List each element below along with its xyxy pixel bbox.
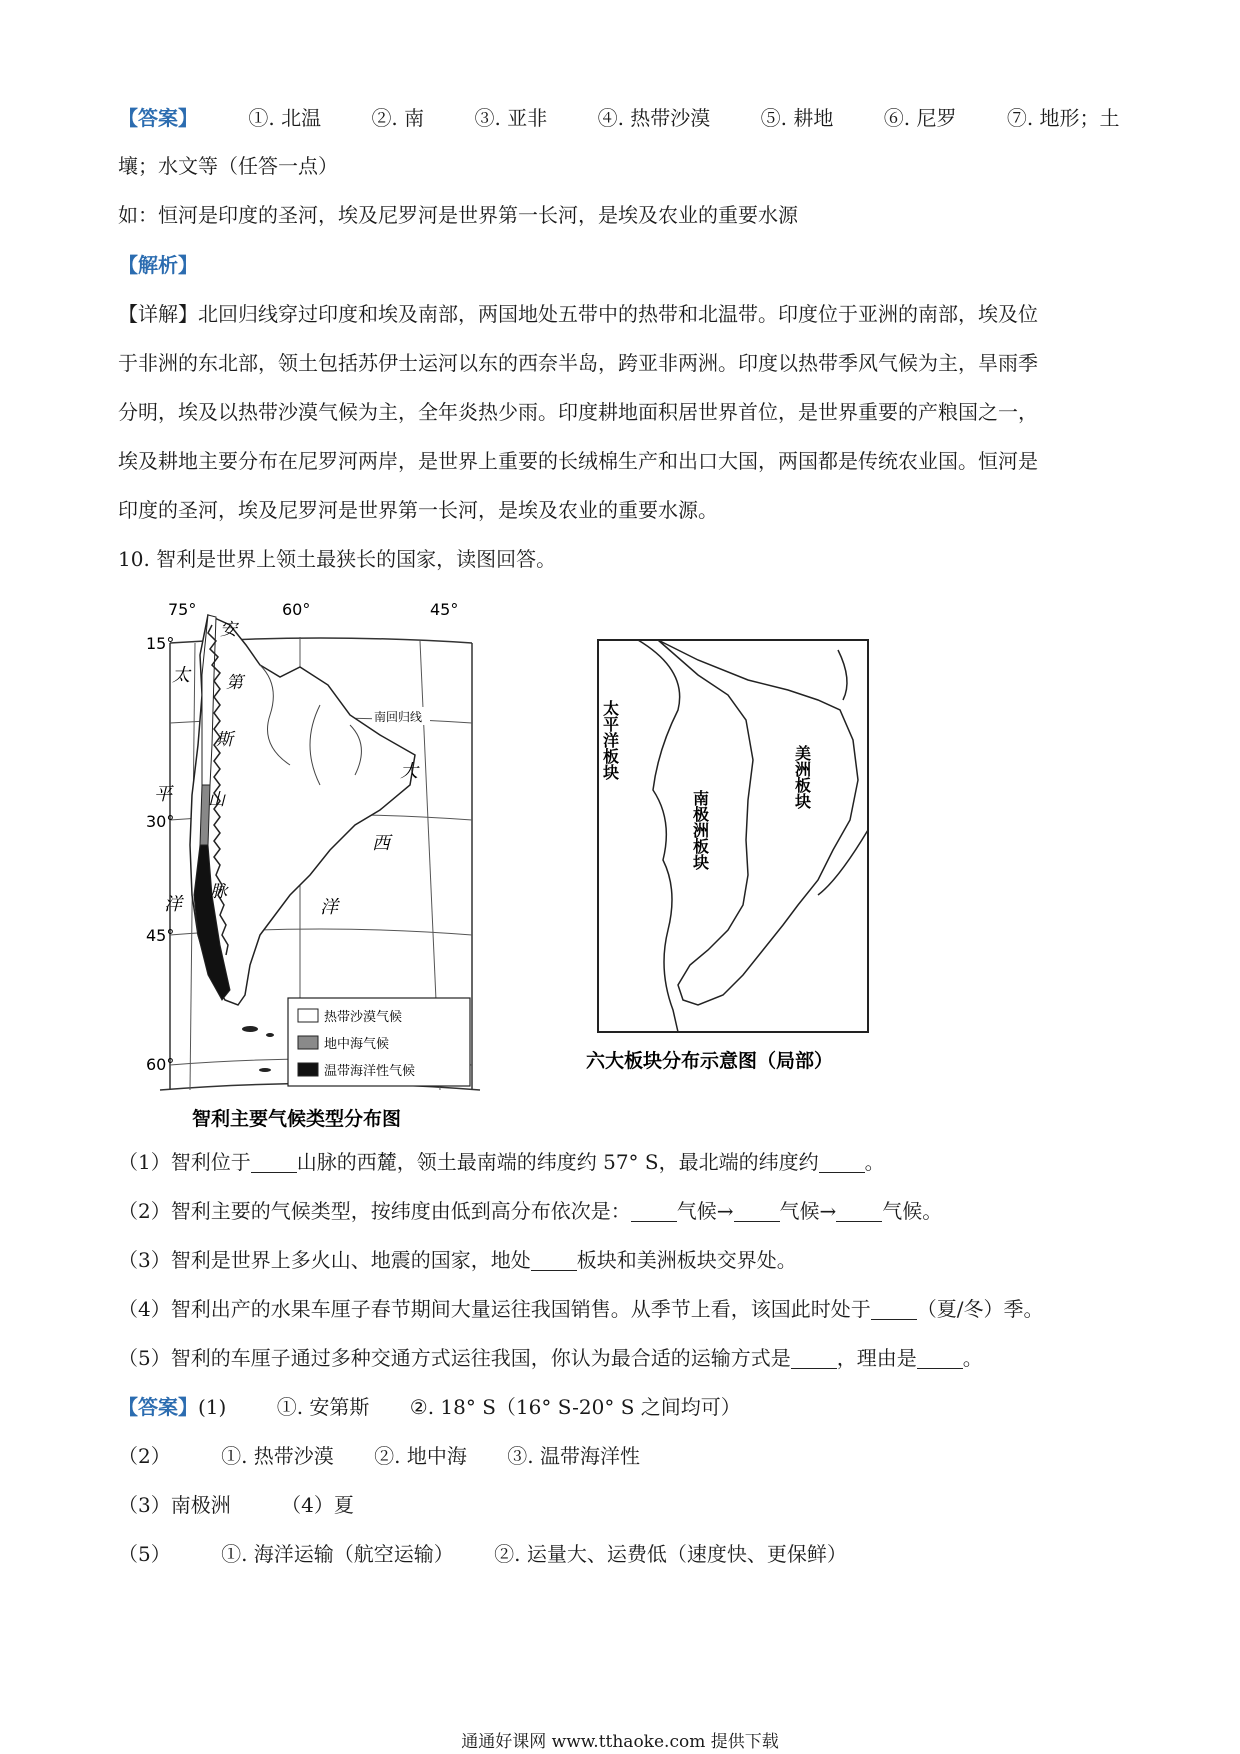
legend-swatch (298, 1009, 318, 1022)
answer2-line-2 (118, 1442, 640, 1470)
antarctic-plate-label: 南极洲板块 (690, 790, 710, 870)
question-text: 山脉的西麓，领土最南端的纬度约 57° S，最北端的纬度约 (296, 1150, 819, 1174)
question-text: 。 (864, 1150, 885, 1174)
question-text: （2）智利主要的气候类型，按纬度由低到高分布依次是： (118, 1199, 631, 1223)
american-plate-label: 美洲板块 (792, 745, 812, 809)
legend-label: 地中海气候 (324, 1037, 390, 1052)
lat-label: 60° (146, 1055, 175, 1074)
question-text: （5）智利的车厘子通过多种交通方式运往我国，你认为最合适的运输方式是 (118, 1346, 791, 1370)
lat-label: 30° (146, 812, 175, 831)
andes-char: 第 (226, 673, 243, 693)
question-text: 气候→ (779, 1199, 837, 1223)
answer-item: ①. 热带沙漠 (221, 1444, 334, 1468)
answer-blank (871, 1299, 917, 1320)
legend-swatch (298, 1063, 318, 1076)
answer-line-1 (118, 104, 1120, 132)
answer-item: ⑤. 耕地 (760, 106, 834, 130)
analysis-line: 印度的圣河，埃及尼罗河是世界第一长河，是埃及农业的重要水源。 (118, 498, 718, 522)
page-footer: 通通好课网 www.tthaoke.com 提供下载 (461, 1732, 779, 1752)
answer-item: （4）夏 (281, 1493, 354, 1517)
answer-blank (251, 1152, 297, 1173)
answer-item: ②. 南 (371, 106, 425, 130)
question-text: （夏/冬）季。 (916, 1297, 1044, 1321)
andes-char: 脉 (210, 882, 227, 902)
pacific-char: 洋 (164, 894, 182, 915)
question-text: （4）智利出产的水果车厘子春节期间大量运往我国销售。从季节上看，该国此时处于 (118, 1297, 871, 1321)
answer-item: ①. 安第斯 (276, 1395, 370, 1419)
answer2-line-3 (118, 1491, 354, 1519)
answer-blank (819, 1152, 865, 1173)
map-legend (288, 998, 470, 1086)
answer-blank (531, 1250, 577, 1271)
answer-item: ⑦. 地形；土 (1006, 106, 1120, 130)
map2-caption: 六大板块分布示意图（局部） (586, 1050, 834, 1072)
question-3 (118, 1246, 797, 1274)
question-4 (118, 1295, 1043, 1323)
question-2 (118, 1197, 942, 1225)
answer-number: (1) (198, 1395, 227, 1419)
answer-blank (734, 1201, 780, 1222)
answer-number: （2） (118, 1444, 171, 1468)
andes-char: 安 (220, 620, 237, 640)
lon-label: 60° (282, 600, 311, 619)
legend-label: 热带沙漠气候 (324, 1010, 403, 1025)
plate-map (578, 630, 908, 1090)
lon-label: 45° (430, 600, 459, 619)
analysis-line: 埃及耕地主要分布在尼罗河两岸，是世界上重要的长绒棉生产和出口大国，两国都是传统农业国。恒河是 (118, 449, 1038, 473)
question-text: 气候。 (882, 1199, 943, 1223)
answer2-line-1 (118, 1393, 741, 1421)
pacific-char: 平 (154, 784, 172, 805)
question-text: （3）智利是世界上多火山、地震的国家，地处 (118, 1248, 531, 1272)
answer-number: （5） (118, 1542, 171, 1566)
question-text: 气候→ (676, 1199, 734, 1223)
answer-blank (917, 1348, 963, 1369)
answer-item: ④. 热带沙漠 (597, 106, 711, 130)
question-5 (118, 1344, 983, 1372)
answer-blank (631, 1201, 677, 1222)
legend-swatch (298, 1036, 318, 1049)
answer-item: ①. 海洋运输（航空运输） (221, 1542, 454, 1566)
question-text: 。 (962, 1346, 983, 1370)
question-text: （1）智利位于 (118, 1150, 251, 1174)
answer-item: ③. 亚非 (474, 106, 548, 130)
pacific-plate-label: 太平洋板块 (600, 700, 620, 780)
tropic-label: 南回归线 (374, 710, 423, 724)
answer2-line-4 (118, 1540, 847, 1568)
lat-label: 15° (146, 634, 175, 653)
analysis-line: 于非洲的东北部，领土包括苏伊士运河以东的西奈半岛，跨亚非两洲。印度以热带季风气候为主，旱雨季 (118, 351, 1038, 375)
lat-label: 45° (146, 926, 175, 945)
analysis-line: 【详解】北回归线穿过印度和埃及南部，两国地处五带中的热带和北温带。印度位于亚洲的南部，埃及位 (118, 302, 1038, 326)
answer-blank (791, 1348, 837, 1369)
answer-example: 如：恒河是印度的圣河，埃及尼罗河是世界第一长河，是埃及农业的重要水源 (118, 203, 798, 227)
answer-item: ②. 运量大、运费低（速度快、更保鲜） (494, 1542, 847, 1566)
atlantic-char: 西 (372, 833, 390, 854)
answer-item: ②. 18° S（16° S-20° S 之间均可） (409, 1395, 741, 1419)
question-text: ，理由是 (836, 1346, 917, 1370)
lon-label: 75° (168, 600, 197, 619)
answer-item: ②. 地中海 (374, 1444, 467, 1468)
map1-caption: 智利主要气候类型分布图 (192, 1108, 402, 1130)
chile-climate-map (146, 595, 480, 1135)
analysis-line: 分明，埃及以热带沙漠气候为主，全年炎热少雨。印度耕地面积居世界首位，是世界重要的产粮国之一， (118, 400, 1038, 424)
andes-char: 斯 (216, 730, 233, 750)
atlantic-char: 洋 (320, 897, 338, 918)
question-1 (118, 1148, 885, 1176)
answer-continued: 壤；水文等（任答一点） (118, 154, 338, 178)
answer-blank (836, 1201, 882, 1222)
analysis-tag: 【解析】 (118, 253, 198, 277)
answer-item: ③. 温带海洋性 (507, 1444, 640, 1468)
answer-tag: 【答案】 (118, 1395, 198, 1419)
question-text: 板块和美洲板块交界处。 (576, 1248, 797, 1272)
legend-label: 温带海洋性气候 (324, 1064, 416, 1079)
pacific-char: 太 (172, 665, 190, 686)
analysis-tag-line (118, 251, 198, 279)
atlantic-char: 大 (400, 761, 418, 782)
answer-item: ⑥. 尼罗 (883, 106, 957, 130)
answer-item: （3）南极洲 (118, 1493, 231, 1517)
answer-item: ①. 北温 (248, 106, 322, 130)
andes-char: 山 (208, 790, 225, 810)
answer-tag: 【答案】 (118, 106, 198, 130)
question-stem: 10. 智利是世界上领土最狭长的国家，读图回答。 (118, 547, 557, 571)
